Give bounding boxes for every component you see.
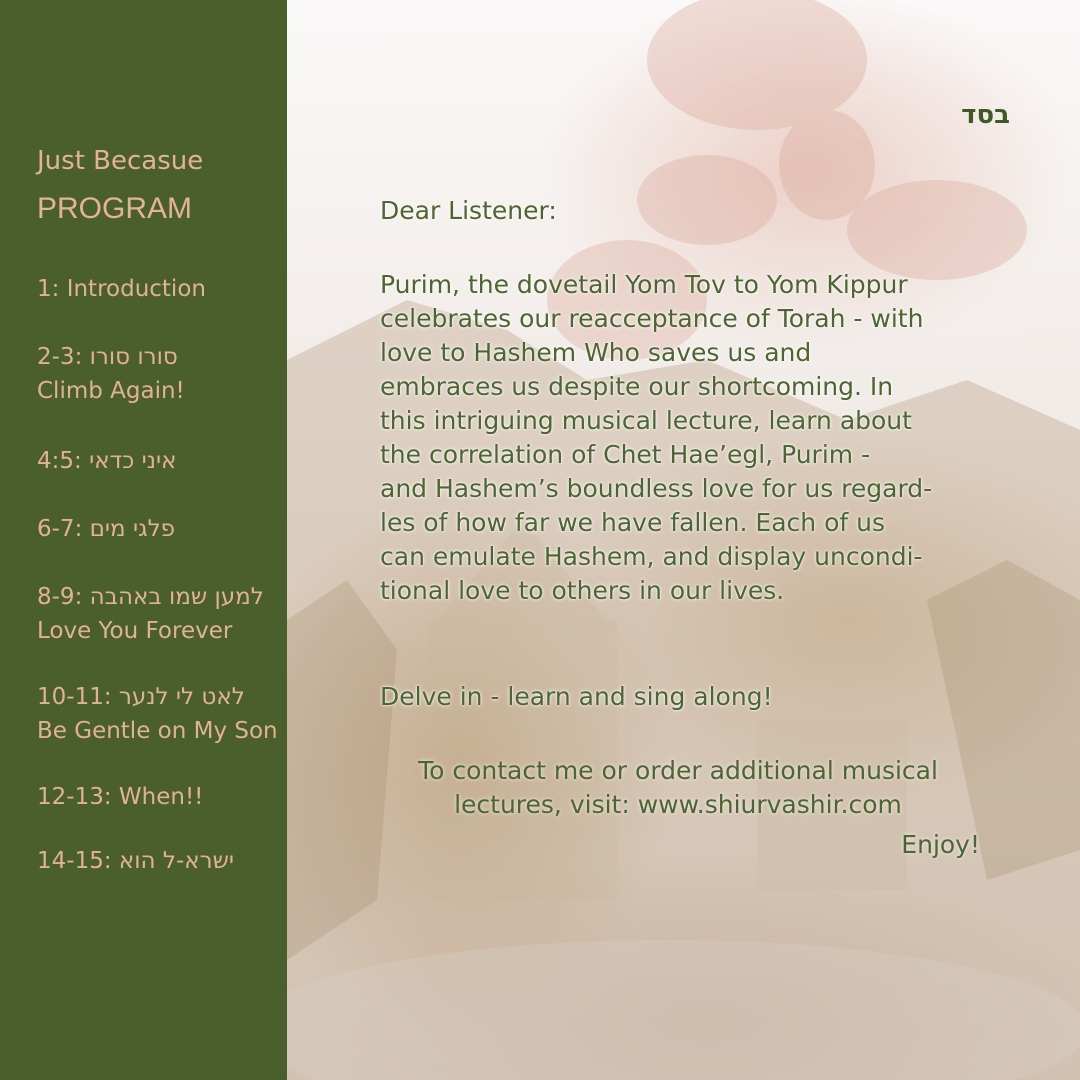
track-8-9 <box>37 580 264 648</box>
body-line: love to Hashem Who saves us and <box>380 338 812 367</box>
body-line: can emulate Hashem, and display uncondi- <box>380 542 923 571</box>
program-sidebar <box>0 0 287 1080</box>
program-heading: PROGRAM <box>37 192 193 225</box>
body-line: this intriguing musical lecture, learn about <box>380 406 912 435</box>
body-line: tional love to others in our lives. <box>380 576 785 605</box>
body-line: the correlation of Chet Hae’egl, Purim - <box>380 440 871 469</box>
track-label: 10-11: לאט לי לנער <box>37 684 245 710</box>
track-label: 8-9: למען שמו באהבה <box>37 584 264 610</box>
contact-line: To contact me or order additional musical <box>418 756 938 785</box>
track-subtitle: Be Gentle on My Son <box>37 718 278 744</box>
body-line: celebrates our reacceptance of Torah - with <box>380 304 924 333</box>
body-line: embraces us despite our shortcoming. In <box>380 372 894 401</box>
track-label: 14-15: ישרא-ל הוא <box>37 848 235 874</box>
track-label: 12-13: When!! <box>37 784 204 810</box>
track-subtitle: Climb Again! <box>37 378 185 404</box>
bsd-header: בסד <box>961 100 1010 130</box>
track-label: 4:5: איני כדאי <box>37 448 177 474</box>
track-4-5 <box>37 444 177 478</box>
contact-info <box>387 754 969 822</box>
website-link[interactable]: lectures, visit: www.shiurvashir.com <box>454 790 902 819</box>
track-14-15 <box>37 844 234 878</box>
letter-panel <box>287 0 1080 1080</box>
track-label: 6-7: פלגי מים <box>37 516 176 542</box>
track-12-13 <box>37 780 203 814</box>
track-6-7 <box>37 512 175 546</box>
body-line: and Hashem’s boundless love for us regard- <box>380 474 933 503</box>
track-label: 2-3: סורו סורו <box>37 344 178 370</box>
salutation: Dear Listener: <box>380 196 557 225</box>
track-label: 1: Introduction <box>37 276 206 302</box>
album-title: Just Becasue <box>37 146 204 176</box>
track-10-11 <box>37 680 278 748</box>
delve-line: Delve in - learn and sing along! <box>380 682 773 711</box>
signoff: Enjoy! <box>901 830 980 859</box>
track-1 <box>37 272 206 306</box>
body-line: les of how far we have fallen. Each of us <box>380 508 885 537</box>
letter-body <box>380 268 1000 608</box>
track-2-3 <box>37 340 185 408</box>
body-line: Purim, the dovetail Yom Tov to Yom Kippur <box>380 270 908 299</box>
track-subtitle: Love You Forever <box>37 618 233 644</box>
